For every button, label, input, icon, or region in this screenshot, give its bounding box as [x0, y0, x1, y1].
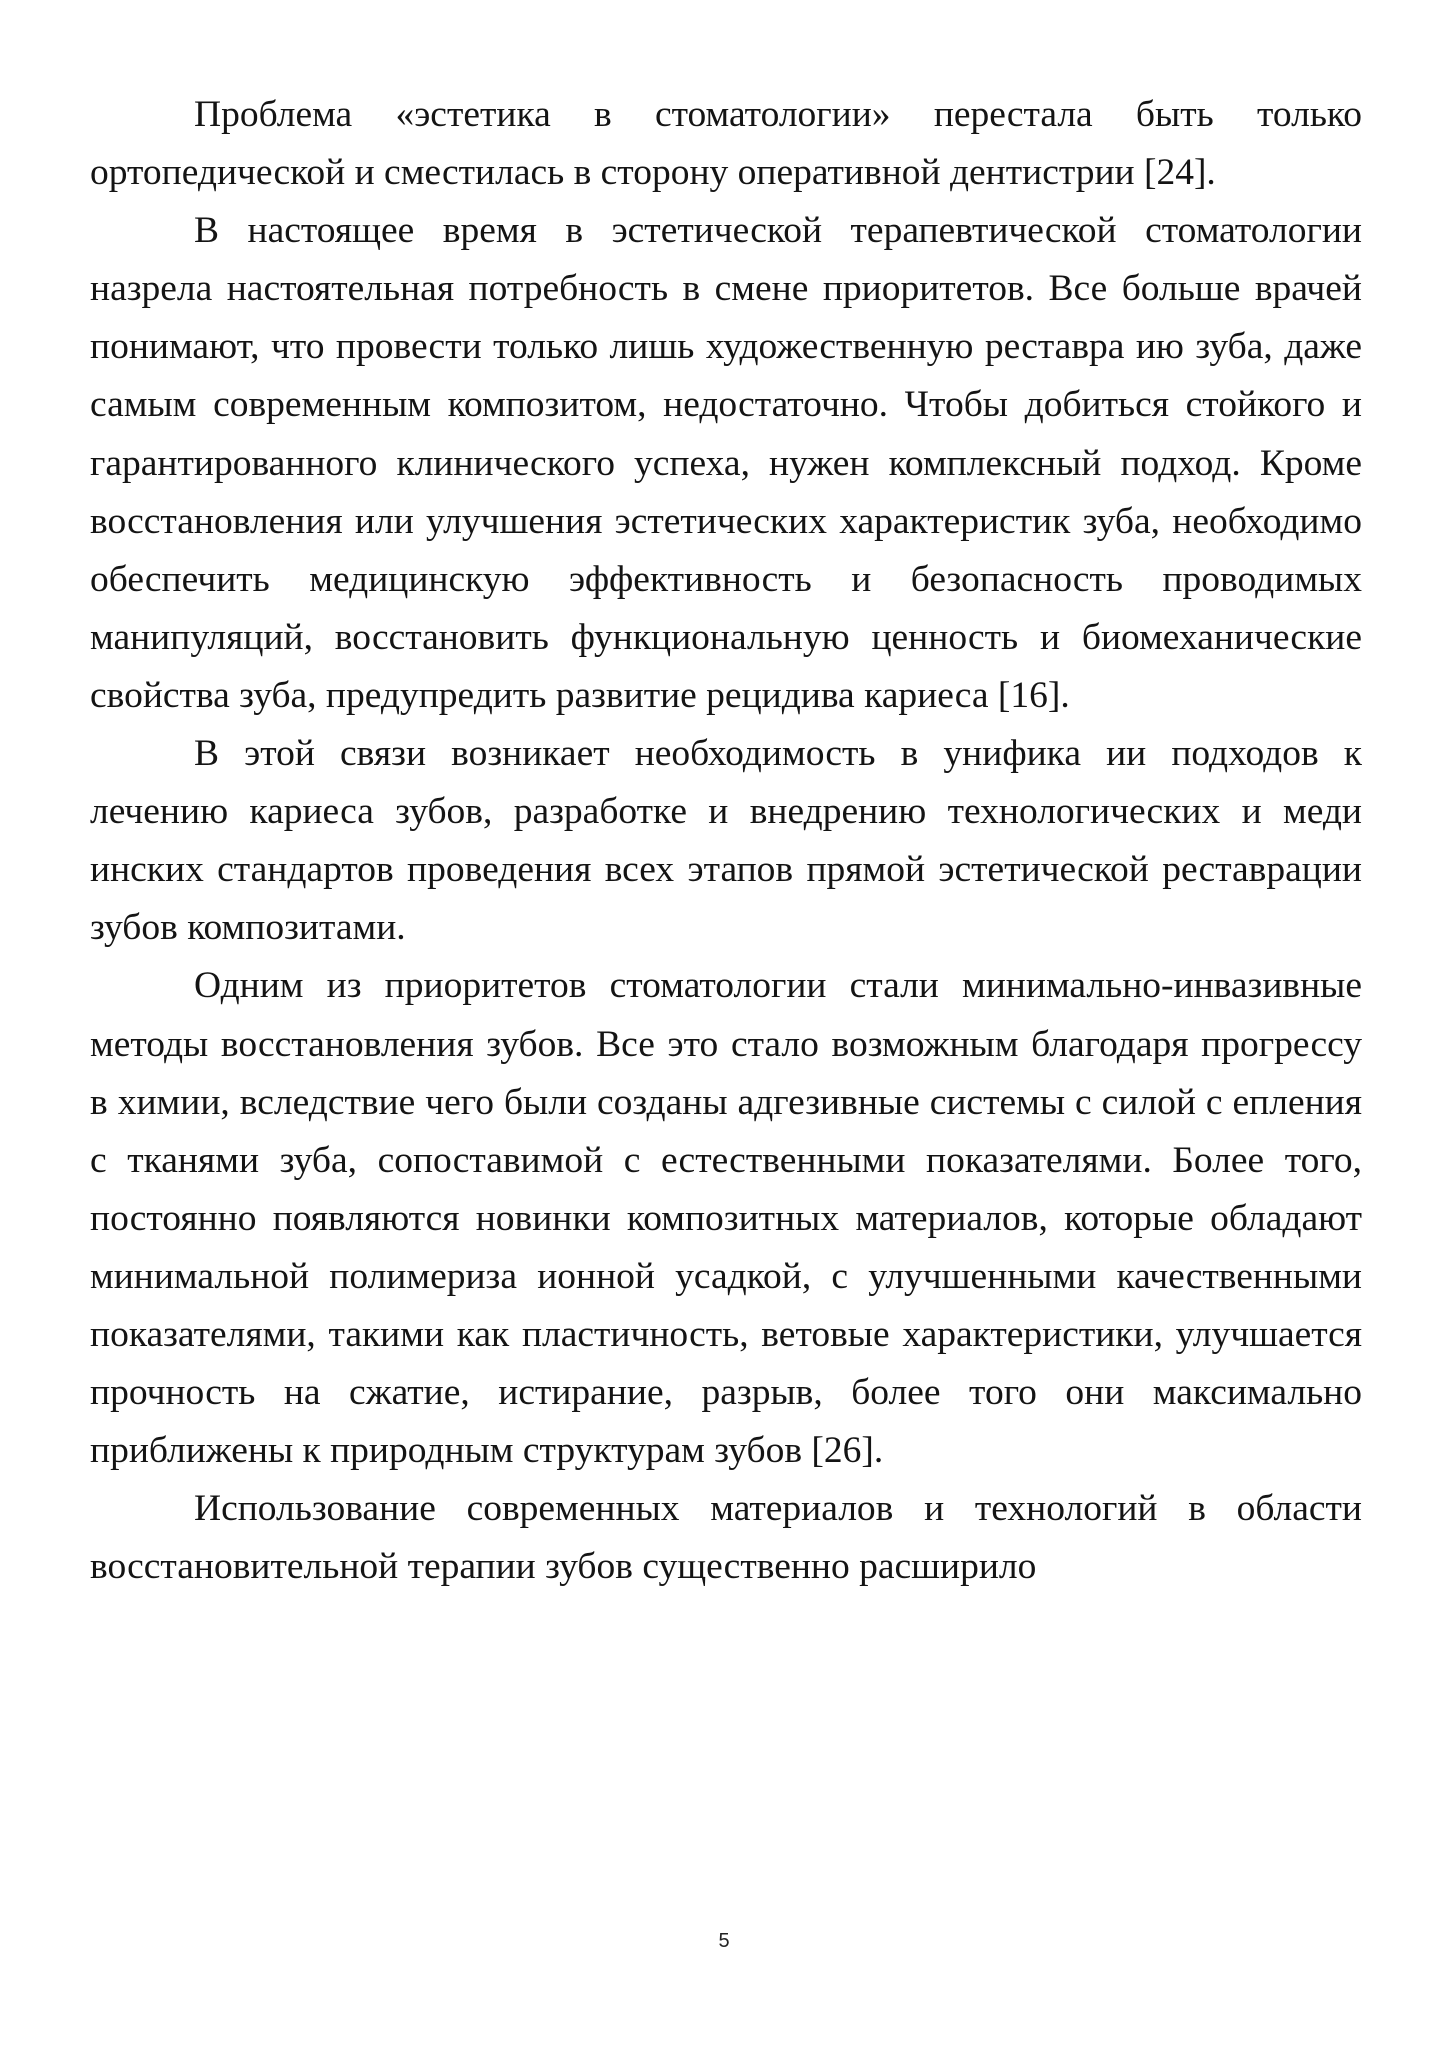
paragraph-2: В настоящее время в эстетической терапевтической стоматологии назрела настоятельная потребность в смене приоритетов. Все больше врачей понимают, что провести только лишь художественную реставра ию зуба, даже самым современным композитом, недостаточно. Чтобы добиться стойкого и гарантированного клинического успеха, нужен комплексный подход. Кроме восстановления или улучшения эстетических характеристик зуба, необходимо обеспечить медицинскую эффективность и безопасность проводимых манипуляций, восстановить функциональную ценность и биомеханические свойства зуба, предупредить развитие рецидива кариеса [16].	[90, 210, 1362, 716]
paragraph-3: В этой связи возникает необходимость в унифика ии подходов к лечению кариеса зубов, разработке и внедрению технологических и меди инских стандартов проведения всех этапов прямой эстетической реставрации зубов композитами.	[90, 733, 1362, 949]
body-text	[90, 86, 1362, 1596]
paragraph-1: Проблема «эстетика в стоматологии» перестала быть только ортопедической и сместилась в сторону оперативной дентистрии [24].	[90, 94, 1362, 194]
paragraph-5: Использование современных материалов и технологий в области восстановительной терапии зубов существенно расширило	[90, 1488, 1362, 1588]
page-number: 5	[718, 1930, 730, 1952]
paragraph-4: Одним из приоритетов стоматологии стали минимально-инвазивные методы восстановления зубов. Все это стало возможным благодаря прогрессу в химии, вследствие чего были созданы адгезивные системы с силой с епления с тканями зуба, сопоставимой с естественными показателями. Более того, постоянно появляются новинки композитных материалов, которые обладают минимальной полимериза ионной усадкой, с улучшенными качественными показателями, такими как пластичность, ветовые характеристики, улучшается прочность на сжатие, истирание, разрыв, более того они максимально приближены к природным структурам зубов [26].	[90, 965, 1362, 1472]
